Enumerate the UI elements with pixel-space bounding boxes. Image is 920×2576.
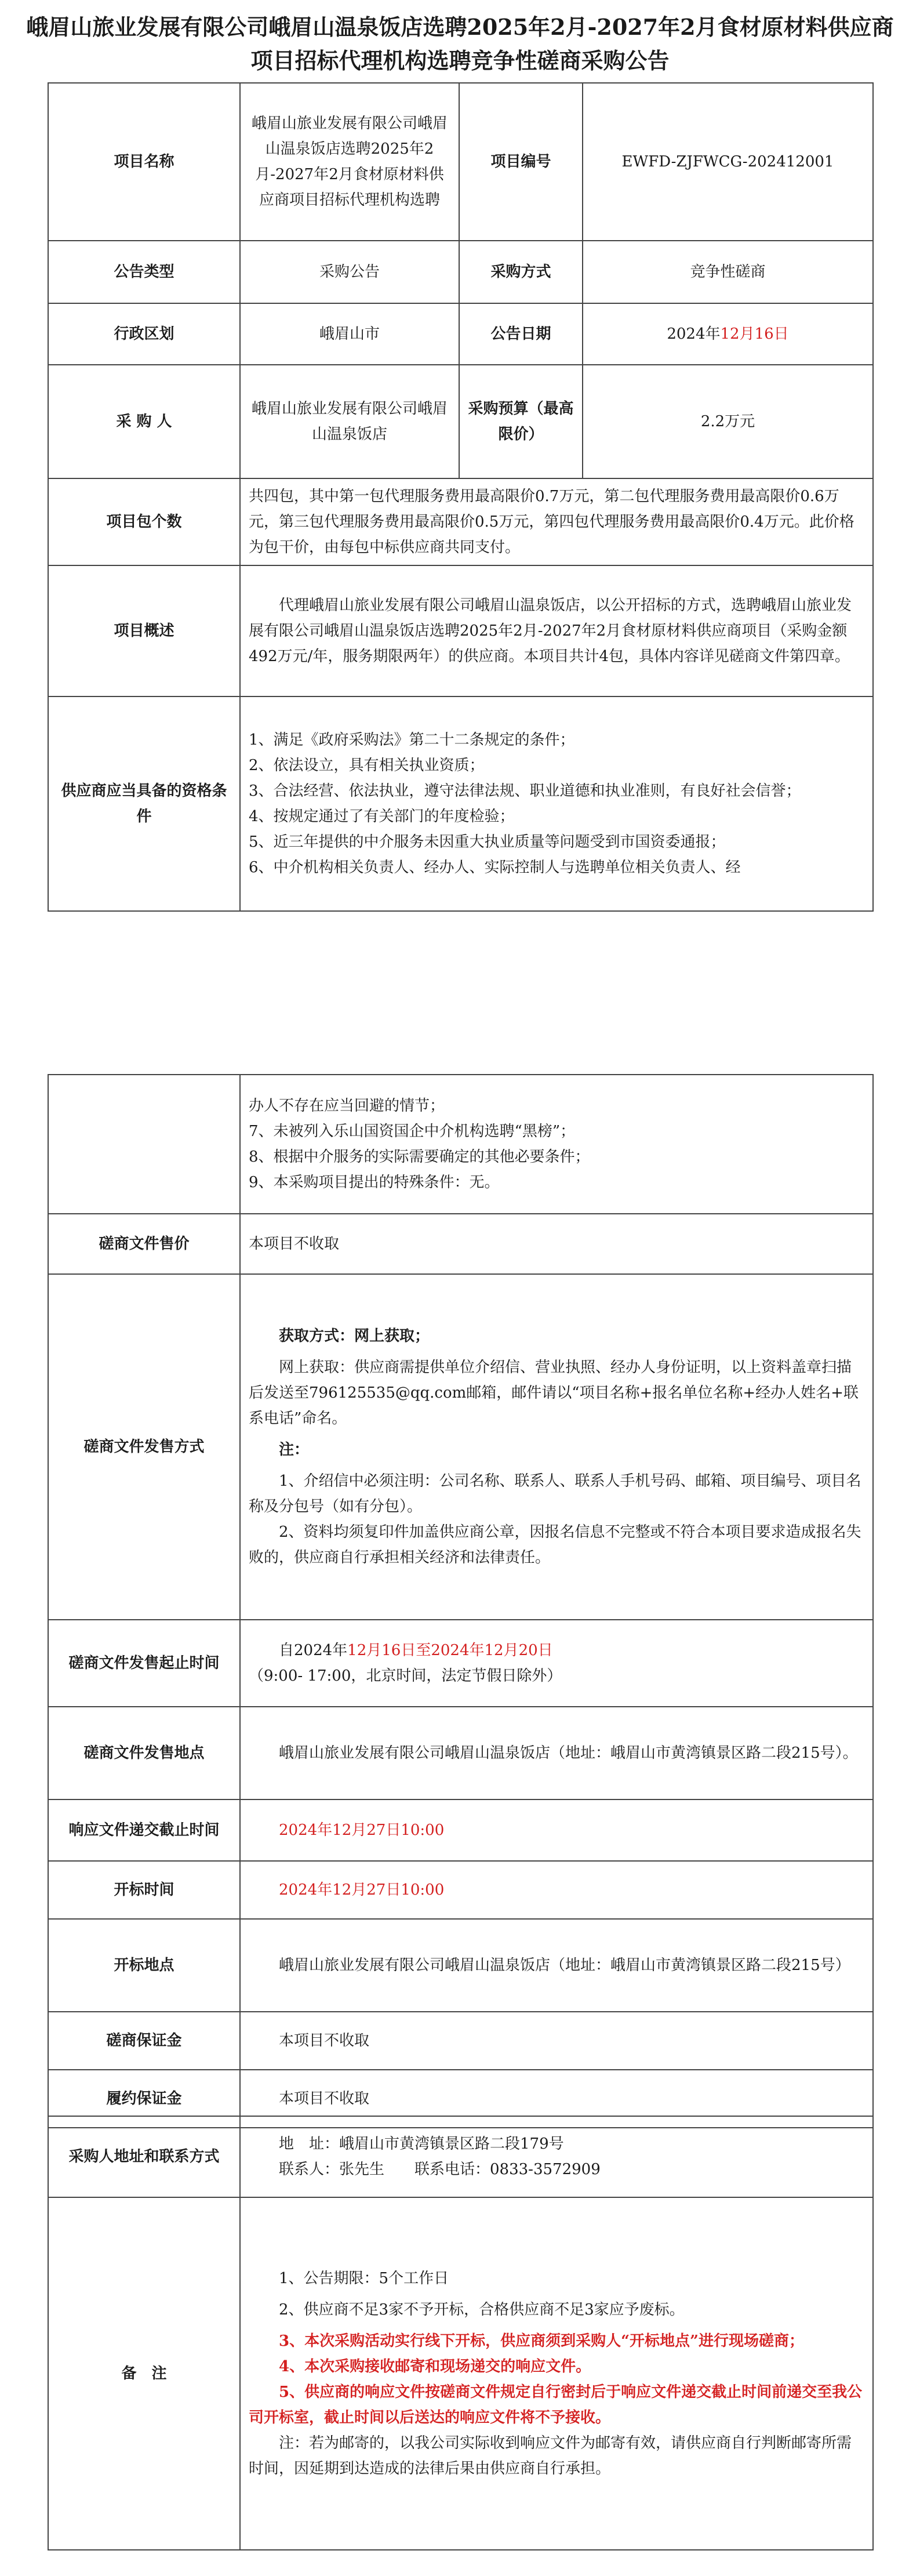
qualification-item: 办人不存在应当回避的情节；	[249, 1097, 445, 1115]
sale-place-value: 峨眉山旅业发展有限公司峨眉山温泉饭店（地址：峨眉山市黄湾镇景区路二段215号）。	[240, 1707, 873, 1799]
qualification-item: 9、本采购项目提出的特殊条件：无。	[249, 1174, 500, 1191]
project-name-value: 峨眉山旅业发展有限公司峨眉山温泉饭店选聘2025年2月-2027年2月食材原材料供应商项目招标代理机构选聘	[240, 83, 459, 241]
date-value	[583, 303, 873, 365]
type-value: 采购公告	[240, 241, 459, 303]
announcement-table-part1	[48, 82, 874, 912]
file-price-value: 本项目不收取	[240, 1214, 873, 1274]
qualification-item: 3、合法经营、依法执业，遵守法律法规、职业道德和执业准则，有良好社会信誉；	[249, 782, 801, 800]
contact-value	[240, 2116, 873, 2197]
remark-item-highlight: 4、本次采购接收邮寄和现场递交的响应文件。	[279, 2358, 591, 2375]
region-value: 峨眉山市	[240, 303, 459, 365]
remark-item-highlight: 3、本次采购活动实行线下开标，供应商须到采购人“开标地点”进行现场磋商；	[279, 2332, 805, 2350]
row-packages	[48, 478, 873, 565]
overview-value: 代理峨眉山旅业发展有限公司峨眉山温泉饭店，以公开招标的方式，选聘峨眉山旅业发展有限公司峨眉山温泉饭店选聘2025年2月-2027年2月食材原材料供应商项目（采购金额492万元/年，服务期限两年）的供应商。本项目共计4包，具体内容详见磋商文件第四章。	[240, 565, 873, 696]
qualification-continued-value	[240, 1075, 873, 1214]
overview-label: 项目概述	[48, 565, 240, 696]
row-buyer	[48, 365, 873, 478]
qualification-item: 2、依法设立，具有相关执业资质；	[249, 757, 485, 774]
file-method-note1: 1、介绍信中必须注明：公司名称、联系人、联系人手机号码、邮箱、项目编号、项目名称及分包号（如有分包）。	[249, 1472, 861, 1515]
row-opening-time	[48, 1861, 873, 1919]
row-project-name	[48, 83, 873, 241]
qualification-item: 1、满足《政府采购法》第二十二条规定的条件；	[249, 731, 575, 749]
sale-period-label: 磋商文件发售起止时间	[48, 1620, 240, 1707]
remark-item: 1、公告期限：5个工作日	[279, 2270, 449, 2287]
contact-address: 地 址：峨眉山市黄湾镇景区路二段179号	[279, 2135, 564, 2153]
region-label: 行政区划	[48, 303, 240, 365]
file-method-way: 获取方式：网上获取；	[279, 1327, 430, 1345]
qualification-item: 7、未被列入乐山国资国企中介机构选聘“黑榜”；	[249, 1123, 576, 1140]
row-overview	[48, 565, 873, 696]
project-code-label: 项目编号	[459, 83, 583, 241]
file-method-value	[240, 1274, 873, 1620]
budget-value: 2.2万元	[583, 365, 873, 478]
date-label: 公告日期	[459, 303, 583, 365]
qualification-continued-blank	[48, 1075, 240, 1214]
remarks-label: 备 注	[48, 2197, 240, 2550]
sale-period-value	[240, 1620, 873, 1707]
row-deadline	[48, 1799, 873, 1861]
sale-period-prefix: 自2024年	[279, 1642, 348, 1659]
bid-bond-value: 本项目不收取	[240, 2012, 873, 2070]
opening-place-value: 峨眉山旅业发展有限公司峨眉山温泉饭店（地址：峨眉山市黄湾镇景区路二段215号）	[240, 1919, 873, 2012]
sale-period-suffix: （9:00- 17:00，北京时间，法定节假日除外）	[249, 1667, 562, 1685]
row-qualification-continued	[48, 1075, 873, 1214]
remarks-value	[240, 2197, 873, 2550]
opening-place-label: 开标地点	[48, 1919, 240, 2012]
contact-label: 采购人地址和联系方式	[48, 2116, 240, 2197]
buyer-label: 采 购 人	[48, 365, 240, 478]
sale-place-label: 磋商文件发售地点	[48, 1707, 240, 1799]
opening-time-value: 2024年12月27日10:00	[240, 1861, 873, 1919]
qualification-label: 供应商应当具备的资格条件	[48, 696, 240, 911]
method-value: 竞争性磋商	[583, 241, 873, 303]
announcement-table-part3	[48, 2116, 874, 2550]
opening-time-label: 开标时间	[48, 1861, 240, 1919]
project-name-label: 项目名称	[48, 83, 240, 241]
qualification-item: 6、中介机构相关负责人、经办人、实际控制人与选聘单位相关负责人、经	[249, 859, 741, 876]
qualification-item: 5、近三年提供的中介服务未因重大执业质量等问题受到市国资委通报；	[249, 833, 726, 851]
row-remarks	[48, 2197, 873, 2550]
qualification-value	[240, 696, 873, 911]
type-label: 公告类型	[48, 241, 240, 303]
qualification-item: 4、按规定通过了有关部门的年度检验；	[249, 808, 515, 825]
row-contact	[48, 2116, 873, 2197]
deadline-label: 响应文件递交截止时间	[48, 1799, 240, 1861]
remark-item: 2、供应商不足3家不予开标，合格供应商不足3家应予废标。	[279, 2301, 685, 2319]
file-method-label: 磋商文件发售方式	[48, 1274, 240, 1620]
remark-item-highlight: 5、供应商的响应文件按磋商文件规定自行密封后于响应文件递交截止时间前递交至我公司开标室，截止时间以后送达的响应文件将不予接收。	[249, 2383, 863, 2426]
perf-bond-label: 履约保证金	[48, 2070, 240, 2128]
file-method-note-title: 注：	[279, 1441, 310, 1458]
qualification-item: 8、根据中介服务的实际需要确定的其他必要条件；	[249, 1148, 590, 1166]
row-bid-bond	[48, 2012, 873, 2070]
date-prefix: 2024年	[667, 325, 721, 343]
project-code-value: EWFD-ZJFWCG-202412001	[583, 83, 873, 241]
file-method-online: 网上获取：供应商需提供单位介绍信、营业执照、经办人身份证明，以上资料盖章扫描后发送至796125535@qq.com邮箱，邮件请以“项目名称+报名单位名称+经办人姓名+联系电话”命名。	[249, 1359, 859, 1427]
row-qualification	[48, 696, 873, 911]
date-highlight: 12月16日	[720, 325, 789, 343]
file-method-note2: 2、资料均须复印件加盖供应商公章，因报名信息不完整或不符合本项目要求造成报名失败的，供应商自行承担相关经济和法律责任。	[249, 1523, 861, 1566]
contact-person: 联系人：张先生 联系电话：0833-3572909	[279, 2161, 601, 2178]
deadline-value: 2024年12月27日10:00	[240, 1799, 873, 1861]
row-file-price	[48, 1214, 873, 1274]
buyer-value: 峨眉山旅业发展有限公司峨眉山温泉饭店	[240, 365, 459, 478]
perf-bond-value: 本项目不收取	[240, 2070, 873, 2128]
row-file-method	[48, 1274, 873, 1620]
bid-bond-label: 磋商保证金	[48, 2012, 240, 2070]
row-sale-place	[48, 1707, 873, 1799]
budget-label: 采购预算（最高限价）	[459, 365, 583, 478]
page-title: 峨眉山旅业发展有限公司峨眉山温泉饭店选聘2025年2月-2027年2月食材原材料供应商项目招标代理机构选聘竞争性磋商采购公告	[26, 14, 894, 74]
announcement-table-part2	[48, 1074, 874, 2128]
remark-note: 注：若为邮寄的，以我公司实际收到响应文件为邮寄有效，请供应商自行判断邮寄所需时间，因延期到达造成的法律后果由供应商自行承担。	[249, 2434, 852, 2477]
row-sale-period	[48, 1620, 873, 1707]
packages-label: 项目包个数	[48, 478, 240, 565]
row-opening-place	[48, 1919, 873, 2012]
method-label: 采购方式	[459, 241, 583, 303]
sale-period-dates: 12月16日至2024年12月20日	[347, 1642, 553, 1659]
row-region	[48, 303, 873, 365]
file-price-label: 磋商文件售价	[48, 1214, 240, 1274]
packages-value: 共四包，其中第一包代理服务费用最高限价0.7万元，第二包代理服务费用最高限价0.6万元，第三包代理服务费用最高限价0.5万元，第四包代理服务费用最高限价0.4万元。此价格为包干价，由每包中标供应商共同支付。	[240, 478, 873, 565]
row-announcement-type	[48, 241, 873, 303]
